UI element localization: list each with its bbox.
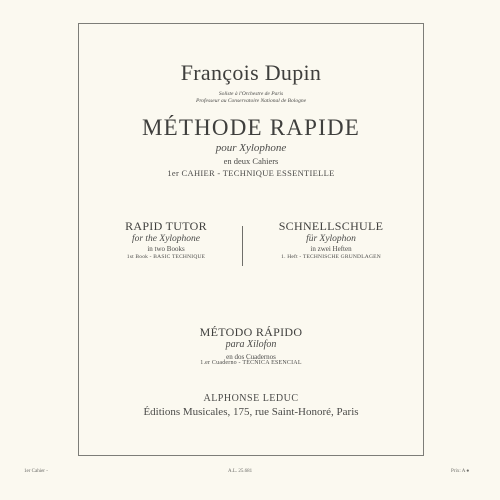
- english-books: in two Books: [147, 245, 185, 253]
- german-volume: 1. Heft - TECHNISCHE GRUNDLAGEN: [281, 254, 381, 260]
- german-books: in zwei Heften: [310, 245, 352, 253]
- author-subtitle-2: Professeur au Conservatoire National de Bologne: [195, 98, 307, 104]
- german-block: [256, 219, 406, 260]
- publisher-address: Éditions Musicales, 175, rue Saint-Honoré, Paris: [143, 406, 359, 418]
- footer-catalog-number: A.L. 25.681: [228, 469, 253, 474]
- footer-volume: 1er Cahier -: [24, 469, 48, 474]
- spanish-instrument: para Xilofon: [225, 339, 277, 350]
- column-divider: [242, 226, 243, 266]
- english-instrument: for the Xylophone: [131, 234, 201, 244]
- main-title: MÉTHODE RAPIDE: [141, 115, 361, 140]
- german-title: SCHNELLSCHULE: [278, 219, 384, 233]
- cover-frame: [78, 23, 424, 456]
- author-subtitle-1: Soliste à l'Orchestre de Paris: [218, 91, 284, 97]
- german-instrument: für Xylophon: [306, 234, 356, 244]
- spanish-title: MÉTODO RÁPIDO: [199, 325, 303, 339]
- books-count: en deux Cahiers: [223, 156, 279, 166]
- author-name: François Dupin: [180, 60, 322, 85]
- publisher-name: ALPHONSE LEDUC: [203, 393, 299, 404]
- spanish-volume: 1.er Cuaderno - TÉCNICA ESENCIAL: [200, 360, 302, 366]
- footer-price: Prix: A ●: [451, 469, 470, 474]
- volume-title: 1er CAHIER - TECHNIQUE ESSENTIELLE: [167, 168, 335, 178]
- main-subtitle: pour Xylophone: [215, 142, 287, 154]
- english-volume: 1st Book - BASIC TECHNIQUE: [126, 254, 206, 260]
- english-block: [91, 219, 241, 260]
- english-title: RAPID TUTOR: [125, 219, 207, 233]
- spanish-books: en dos Cuadernos: [226, 353, 276, 361]
